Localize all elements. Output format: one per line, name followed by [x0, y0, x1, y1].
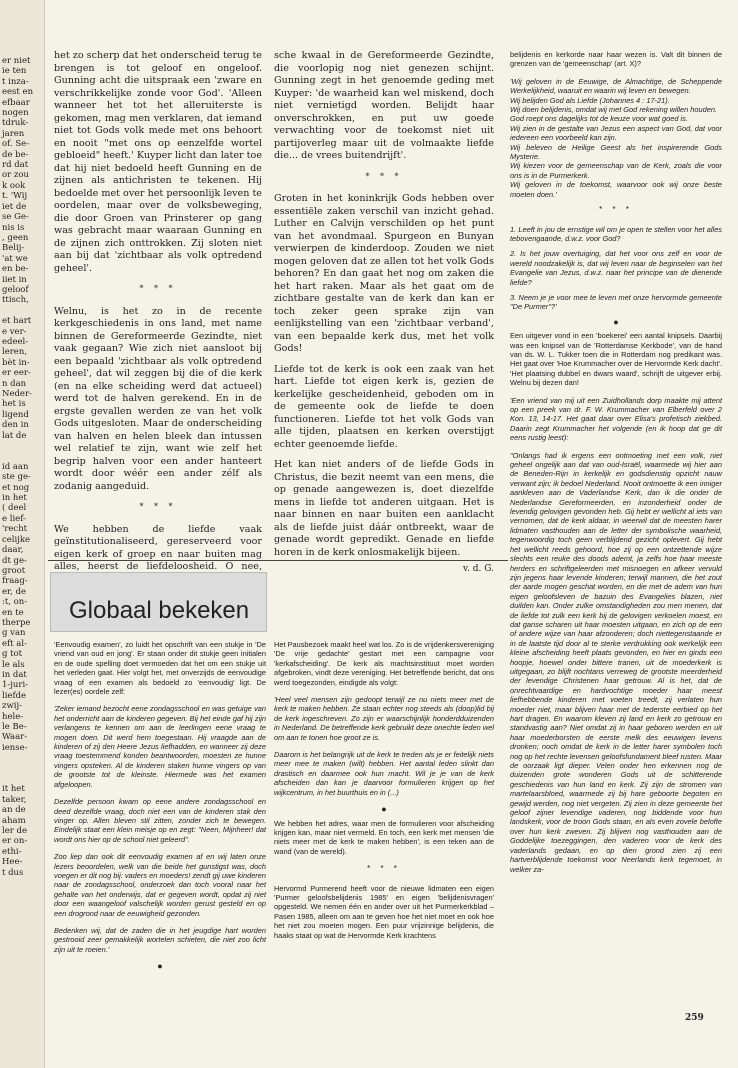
previous-page-fragment: nogen: [2, 108, 29, 119]
article-column-2: [274, 50, 494, 574]
right-paragraph: 'Een vriend van mij uit een Zuidhollands dorp maakte mij attent op een preek van dr. F. W. Krummacher van Elberfeld over 2 Kon. 13, 14-17. Het gaat daar over Elisa's profetisch ziekbed. Daarin zegt Krummacher het volgende (en ik hoop dat ge dit eens rustig leest):: [510, 395, 722, 443]
globaal-column-left: [54, 640, 266, 1020]
previous-page-fragment: an de: [2, 805, 26, 816]
previous-page-fragment: efbaar: [2, 97, 30, 108]
previous-page-fragment: zwij-: [2, 701, 22, 712]
previous-page-fragment: id aan: [2, 461, 29, 472]
previous-page-fragment: :t, on-: [2, 597, 28, 608]
globaal-paragraph: 'Eenvoudig examen', zo luidt het opschrift van een stukje in 'De vriend van oud en jong'. Er staan onder dit stukje geen initialen en de oude spelling doet vermoeden dat het om een stukje uit het verleden gaat. Hier volgt het, met onverzijds de eenvoudige vraag of een examen als bedoeld zo 'eenvoudig' ligt. De lezer(es) oordele zelf:: [54, 640, 266, 697]
globaal-paragraph: Het Pausbezoek maakt heel wat los. Zo is de vrijdenkersvereniging 'De vrije gedachte' gestart met een campagne voor 'kerkafscheiding'. De kerk als machtsinstituut moet worden afgebroken, vindt deze vereniging. Het betreffende bericht, dat ons werd toegezonden, eindigde als volgt:: [274, 640, 494, 687]
previous-page-fragment: het is: [2, 399, 26, 410]
article-paragraph: Welnu, is het zo in de recente kerkgeschiedenis in ons land, met name binnen de Gereformeerde Gezindte, niet vaak gegaan? Wie zich niet aansloot bij een bepaald 'zichtbaar als volk optredend geheel', dat wil zeggen bij die of die kerk (en na elke scheiding werd dat actueel) werd tot de halven gerekend. En in de ergste gevallen werden ze van het volk Gods uitgesloten. Maar de onderscheiding van halven en helen bleek dan intussen wel relatief te zijn, want wie zelf het begrip halven voor een ander hanteert wordt door wéér een ander zélf als zodanig aangeduid.: [54, 305, 262, 492]
previous-page-fragment: ethi-: [2, 846, 22, 857]
previous-page-fragment: in het: [2, 493, 27, 504]
previous-page-fragment: se Ge-: [2, 212, 29, 223]
previous-page-fragment: iiet in: [2, 274, 27, 285]
question-item: 1. Leeft in jou de ernstige wil om je open te stellen voor het alles tebovengaande, d.w.z. voor God?: [510, 224, 722, 243]
right-paragraph: "Onlangs had ik ergens een ontmoeting met een volk, niet geheel ongelijk aan dat van oud-Israël, waarmede wij hier aan de Beneden-Rijn in kerkelijk en godsdienstig opzicht nauw verwant zijn; ik bedoel Nederland. Nooit ontmoette ik een inniger aankleven aan de Vaderlandse Kerk, dan ik die onder de Nederlandse Gereformeerden, en inzonderheid onder de levendig gelovigen gevonden heb. Gij hebt er wellicht al iets van vernomen, dat de kerk aldaar, in weerwil dat de meesten harer lidmaten vasthouden aan de letter der symbolische waarheid, tegenwoordig toch geen verblijdend gezicht oplevert. Gij hebt het wellicht reeds gehoord, hoe zij op een ontzettende wijze slechts een reuke des doods ademt, ja zelfs hoe haar meeste herders en schriftgeleerden met misnoegen en afkeer vervuld zijn jegens haar levende kinderen; terwijl mannen, die het zout der aarde mogen geschat worden, en die met de adem van hun eigen geloofsleven de bazuin des Evangelies blazen, niet duilden kan. Onder zulke omstandigheden zou men menen, dat de liefde tot zulk een kerk bij de gelovigen verkoelen moest, en dat ganse scharen uit haar moesten uitgaan, en zich op de een of andere wijze van haar afzonderen; doch niettegenstaande er in de laatste tijd door al te sterke verdrukking ook werkelijk een kleine afscheiding heeft plaats gevonden, en hier en ginds een hoopje, hoewel onder bittere tranen, uit de moederkerk is uitgegaan, zo blijft nochtans verreweg de grootste meerderheid der levendige Christenen haar getrouw. Al is het, dat de onrechtvaardige en hardvochtige moeder haar meest liefhebbende kinderen met voeten treedt, zij verlaten hun moeder niet, maar blijven haar met de tederste eerbied op het hart dragen. En waarom kleven zij land en kerk zo getrouw en standvastig aan? Niet omdat zij in haar geboren werden en uit haar moederborsten de eerste melk des eeuwigen levens dronken; noch omdat de kerk in de letter harer symbolen toch nog op het rechte levensen geloofsfundament bleef rusten. Maar de oorzaak ligt dieper. Velen onder hen erkennen nog de duizenden grote wonderen Gods uit de schitterende geschiedenis van hun land en kerk. Zij zijn de stromen van martelaarsbloed, waarmede zij bij hare geboorte begoten en gewijd werden, nog niet vergeten. Zij zien in deze gemeente het geloof zijner levendige vaderen, nog biddende voor hun landskerk, voor de troon Gods staan, en als even zovele belofte over hun kerk zweven. Zij blijven nog vasthouden aan de Goddelijke toezeggingen, den vaderen voor de kerk des vaderlands gedaan, en op dien grond zien zij een hartverblijdende toekomst voor Neerlands kerk tegemoet, in welker za-: [510, 450, 722, 874]
bullet-separator: ●: [157, 961, 163, 972]
previous-page-edge: [0, 0, 45, 1068]
article-paragraph: sche kwaal in de Gereformeerde Gezindte, die voorlopig nog niet genezen schijnt. Gunning zegt in het genoemde geding met Kuyper: 'de waarheid kan wel miskend, doch niet vernietigd worden. Belijdt haar onverschrokken, en put uw goede verwachting voor de toekomst niet uit partijoverleg maar uit de volmaakte liefde die... de vrees buitendrijft'.: [274, 50, 494, 161]
previous-page-fragment: ie ten: [2, 66, 27, 77]
right-paragraph: Een uitgever vond in een 'boekerei' een aantal knipsels. Daarbij was een knipsel van de 'Rotterdamse Kerkbode', van de hand van ds. W. L. Tukker toen die in Rotterdam nog predikant was. Het gaat over 'Hoe Krummacher over de Hervormde Kerk dacht'. 'Het plaatsing dubbel en dwars waard', schrijft de uitgever erbij. Welnu bij dezen dan!: [510, 331, 722, 388]
previous-page-fragment: iet de: [2, 201, 27, 212]
globaal-paragraph: Hervormd Purmerend heeft voor de nieuwe lidmaten een eigen 'Purmer geloofsbelijdenis 1985' en eigen 'belijdenisvragen' opgesteld. We nemen één en ander over uit het Purmerkerkblad – Pasen 1985, alleen om aan te geven hoe het niet moet en ook hoe het niet zou moeten mogen. Een puur vrijzinnige belijdenis, die haaks staat op wat de Hervormde Kerk krachtens: [274, 883, 494, 940]
previous-page-fragment: [0, 451, 44, 461]
bullet-separator: ●: [381, 804, 387, 815]
right-paragraph: belijdenis en kerkorde naar haar wezen is. Valt dit binnen de grenzen van de 'gemeenschap' (art. X)?: [510, 50, 722, 69]
previous-page-fragment: therpe: [2, 617, 31, 628]
previous-page-fragment: eest en: [2, 87, 34, 98]
previous-page-fragment: aham: [2, 815, 26, 826]
confession-line: Wij doen belijdenis, omdat wij met God rekening willen houden.: [510, 105, 717, 115]
previous-page-fragment: Belij-: [2, 243, 25, 254]
confession-line: Wij beleven de Heilige Geest als het inspirerende Gods Mysterie.: [510, 142, 722, 162]
previous-page-fragment: Neder-: [2, 389, 32, 399]
article-paragraph: het zo scherp dat het onderscheid terug te brengen is tot geloof en ongeloof. Gunning acht die uitspraak een 'zware en verschrikkelijke zonde voor God'. 'Alleen wanneer het tot het alleruiterste is gekomen, mag men verklaren, dat iemand niet tot Gods volk mede met ons behoort en nooit "met ons op eenzelfde wortel gebloeid" heeft.' Kuyper licht dan later toe dat hij niet bedoeld heeft Gunning en de zijnen als antichristen te tekenen. Hij bedoelde met over het persoonlijk leven te oordelen, maar over de volksbeweging, die door Groen van Prinsterer op gang was gebracht maar waaraan Gunning en de zijnen zich onttrokken. Zij sloten niet aan bij dat 'zichtbaar als volk optredend geheel'.: [54, 50, 262, 274]
author-signature: v. d. G.: [463, 564, 494, 574]
previous-page-fragment: et hart: [2, 316, 32, 327]
section-separator: * * *: [139, 284, 177, 293]
question-item: 2. Is het jouw overtuiging, dat het voor ons zelf en voor de wereld noodzakelijk is, dat wij leven naar de beginselen van het Evangelie van Jezus, d.w.z. naar het principe van de dienende liefde?: [510, 249, 722, 287]
previous-page-fragment: 'recht: [2, 524, 28, 535]
globaal-paragraph: We hebben het adres, waar men de formulieren voor afscheiding krijgen kan, maar niet vermeld. En toch, een kerk met mensen 'die niets meer met de kerk te maken hebben', is een teken aan de wand (van de wereld).: [274, 818, 494, 856]
confession-line: Wij geloven in de toekomst, waarvoor ook wij onze beste moeten doen.': [510, 180, 722, 199]
confession-line: Wij kiezen voor de gemeenschap van de Kerk, zoals die voor ons is in de Purmerkerk.: [510, 161, 722, 180]
previous-page-fragment: geloof: [2, 284, 29, 295]
section-separator: * * *: [139, 502, 177, 511]
previous-page-fragment: lat de: [2, 430, 27, 441]
section-title: Globaal bekeken: [69, 597, 250, 624]
previous-page-fragment: it het: [2, 784, 25, 795]
globaal-quote: 'Heel veel mensen zijn gedoopt terwijl ze nu niets meer met de kerk te maken hebben. Ze staan echter nog steeds als (doop)lid bij de kerk ingeschreven. Zo zijn er waarschijnlijk honderdduizenden in Nederland. De betreffende kerk gebruikt deze onechte leden wel om aan te tonen hoe groot ze is.: [274, 695, 494, 742]
previous-page-fragment: ste ge-: [2, 472, 31, 483]
previous-page-fragment: tdruk-: [2, 118, 29, 129]
globaal-quote: 'Zeker iemand bezocht eene zondagsschool en was getuige van het onderricht aan de kinderen gegeven. Bij het einde gaf hij zijn verlangens te kennen om aan de leerlingen eene vraag te mogen doen. Dit werd hem toegestaan. Hij vraagde aan de kinderen of zij den Heere Jezus liefhadden, en wanneer zij deze vraag toestemmend konden beantwoorden, moesten ze hunne vingers opsteken. Al de kinderen staken hunne vingers op van de grootste tot de kleinste. Hiermede was het examen afgeloopen.: [54, 704, 266, 789]
article-column-1: [54, 50, 262, 572]
previous-page-fragment: 'at we: [2, 253, 28, 264]
previous-page-fragment: rd dat: [2, 160, 29, 171]
previous-page-fragment: iense-: [2, 742, 28, 753]
previous-page-fragments: [0, 0, 44, 878]
previous-page-fragment: er on-: [2, 836, 28, 847]
previous-page-fragment: groot: [2, 565, 26, 576]
previous-page-fragment: ler de: [2, 826, 27, 837]
previous-page-fragment: er niet: [2, 56, 31, 66]
right-column: [510, 50, 722, 1012]
previous-page-fragment: t dus: [2, 867, 24, 878]
previous-page-fragment: ( deel: [2, 503, 27, 514]
previous-page-fragment: daar,: [2, 545, 24, 556]
section-separator: * * *: [365, 171, 403, 181]
previous-page-fragment: nis is: [2, 222, 25, 233]
previous-page-fragment: en te: [2, 607, 24, 618]
previous-page-fragment: liefde: [2, 690, 27, 701]
previous-page-fragment: e ver-: [2, 326, 27, 337]
article-paragraph: Groten in het koninkrijk Gods hebben over essentiële zaken verschil van inzicht gehad. Luther en Calvijn verschilden op het punt van het avondmaal. Spurgeon en Bunyan verwierpen de kinderdoop. Zouden we niet mogen geloven dat ze allen tot het volk Gods behoren? En dan gaat het nog om zaken die het hart raken. Maar als het gaat om de zichtbare gestalte van de kerk dan kan er toch zeker geen sprake zijn van eenlijkstelling van een 'zichtbaar verband', van een bepaalde kerk dus, met het volk Gods!: [274, 193, 494, 354]
question-item: 3. Neem je je voor mee te leven met onze hervormde gemeente "De Purmer"?': [510, 292, 722, 312]
previous-page-fragment: e lief-: [2, 513, 26, 524]
previous-page-fragment: g tot: [2, 649, 23, 660]
article-paragraph: Liefde tot de kerk is ook een zaak van het hart. Liefde tot eigen kerk is, gezien de kerkelijke gescheidenheid, geboden om in de gemeente ook de liefde te doen functioneren. Liefde tot het volk Gods van alle tijden, plaatsen en kerken overstijgt echter geenoemde liefde.: [274, 363, 494, 450]
previous-page-fragment: [0, 753, 44, 763]
previous-page-fragment: er eer-: [2, 368, 31, 379]
previous-page-fragment: eft al-: [2, 638, 27, 649]
previous-page-fragment: [0, 764, 44, 774]
previous-page-fragment: k ook: [2, 180, 26, 191]
previous-page-fragment: [0, 441, 44, 451]
previous-page-fragment: leren,: [2, 347, 28, 358]
globaal-quote: Dezelfde persoon kwam op eene andere zondagsschool en deed dezelfde vraag, doch niet een van de kinderen stak den vinger op. Allen bleven stil zitten, zonder zich te bewegen. Eindelijk staat een klein meisje op en zegt: "Neen, Mijnheer! dat wordt ons hier op de school niet geleerd".: [54, 797, 266, 844]
previous-page-fragment: bèt in-: [2, 357, 30, 368]
confession-line: 'Wij geloven in de Eeuwige, de Almachtige, de Scheppende Werkelijkheid, waaruit en waarin wij leven en bewegen.: [510, 76, 722, 96]
previous-page-fragment: g van: [2, 628, 26, 639]
confession-line: Wij belijden God als Liefde (Johannes 4 : 17-21).: [510, 95, 670, 105]
previous-page-fragment: ligend: [2, 409, 29, 420]
previous-page-fragment: ttisch,: [2, 295, 29, 306]
previous-page-fragment: , geen: [2, 232, 29, 243]
article-paragraph: Het kan niet anders of de liefde Gods in Christus, die bezit neemt van een mens, die op genade aangewezen is, doet diezelfde mens in liefde tot anderen uitgaan. Het is naar binnen en naar buiten een aanklacht als de liefde juist dáár ontbreekt, waar de genade wordt gepredikt. Genade en liefde horen in de kerk onlosmakelijk bijeen.: [274, 459, 494, 558]
globaal-quote: Zoo liep dan ook dit eenvoudig examen af en wij laten onze lezers beoordelen, welk van die beide het gunstigst was, doch voegen er dit nog bij: vaders en moeders! zendt gij uwe kinderen naar de zondagsschool, onderzoek dan toch vooral naar het gehalte van het onderwijs, dat er gegeven wordt, opdat zij niet door een waangeloof valschelijk worden gerust gesteld en op een drogrond naar de eeuwigheid gezonden.: [54, 852, 266, 918]
section-title-box: [50, 572, 267, 632]
globaal-quote: Bedenken wij, dat de zaden die in het jeugdige hart worden gestrooid zeer gemakkelijk wortelen schieten, die niet zoo licht zijn uit te roeien.': [54, 925, 266, 954]
article-paragraph: We hebben de liefde vaak geïnstitutionaliseerd, gereserveerd voor eigen kerk of groep en naar buiten mag alles, heerst de liefdeloosheid. O nee,: [54, 523, 262, 572]
previous-page-fragment: taker,: [2, 794, 27, 805]
previous-page-fragment: en be-: [2, 264, 29, 275]
questions-block: [510, 225, 722, 312]
previous-page-fragment: t inza-: [2, 76, 29, 87]
previous-page-fragment: 1-juri-: [2, 680, 29, 691]
previous-page-fragment: celijke: [2, 534, 31, 545]
section-divider: [48, 560, 508, 561]
previous-page-fragment: hele-: [2, 711, 24, 722]
previous-page-fragment: [0, 774, 44, 784]
confession-line: Wij zien in de gestalte van Jezus een aspect van God, dat voor iedereen een voorbeeld kan zijn.: [510, 123, 722, 143]
previous-page-fragment: edeel-: [2, 336, 29, 347]
previous-page-fragment: n dan: [2, 378, 27, 389]
previous-page-fragment: or zou: [2, 170, 29, 181]
bullet-separator: ●: [613, 316, 619, 327]
globaal-column-middle: [274, 640, 494, 1020]
previous-page-fragment: den in: [2, 420, 29, 431]
previous-page-fragment: fraag-: [2, 576, 28, 587]
previous-page-fragment: de be-: [2, 149, 29, 160]
confession-line: God roept ons dagelijks tot de keuze voor wat goed is.: [510, 114, 688, 124]
previous-page-fragment: [0, 306, 44, 316]
previous-page-fragment: dt ge-: [2, 555, 27, 566]
previous-page-fragment: Hee-: [2, 857, 23, 868]
confession-block: [510, 77, 722, 199]
globaal-quote: Daarom is het belangrijk uit de kerk te treden als je er feitelijk niets meer mee te maken (wilt) hebben. Het aantal leden slinkt dan drastisch en daarmee ook hun macht. Wil je je van de kerk afscheiden dan kan je daarvoor formulieren krijgen op het wijkcentrum, in het buurthuis en in (...): [274, 750, 494, 797]
previous-page-fragment: t. 'Wij: [2, 191, 28, 202]
section-separator: * * *: [599, 205, 633, 215]
section-separator: * * *: [367, 864, 401, 874]
previous-page-fragment: jaren: [2, 128, 25, 139]
previous-page-fragment: et nog: [2, 482, 30, 493]
previous-page-fragment: er, de: [2, 586, 27, 597]
previous-page-fragment: le Be-: [2, 722, 27, 732]
previous-page-fragment: le als: [2, 659, 25, 670]
page-number: 259: [685, 1013, 704, 1023]
previous-page-fragment: of. Se-: [2, 139, 30, 150]
previous-page-fragment: Waar-: [2, 732, 28, 743]
previous-page-fragment: in dat: [2, 669, 27, 680]
